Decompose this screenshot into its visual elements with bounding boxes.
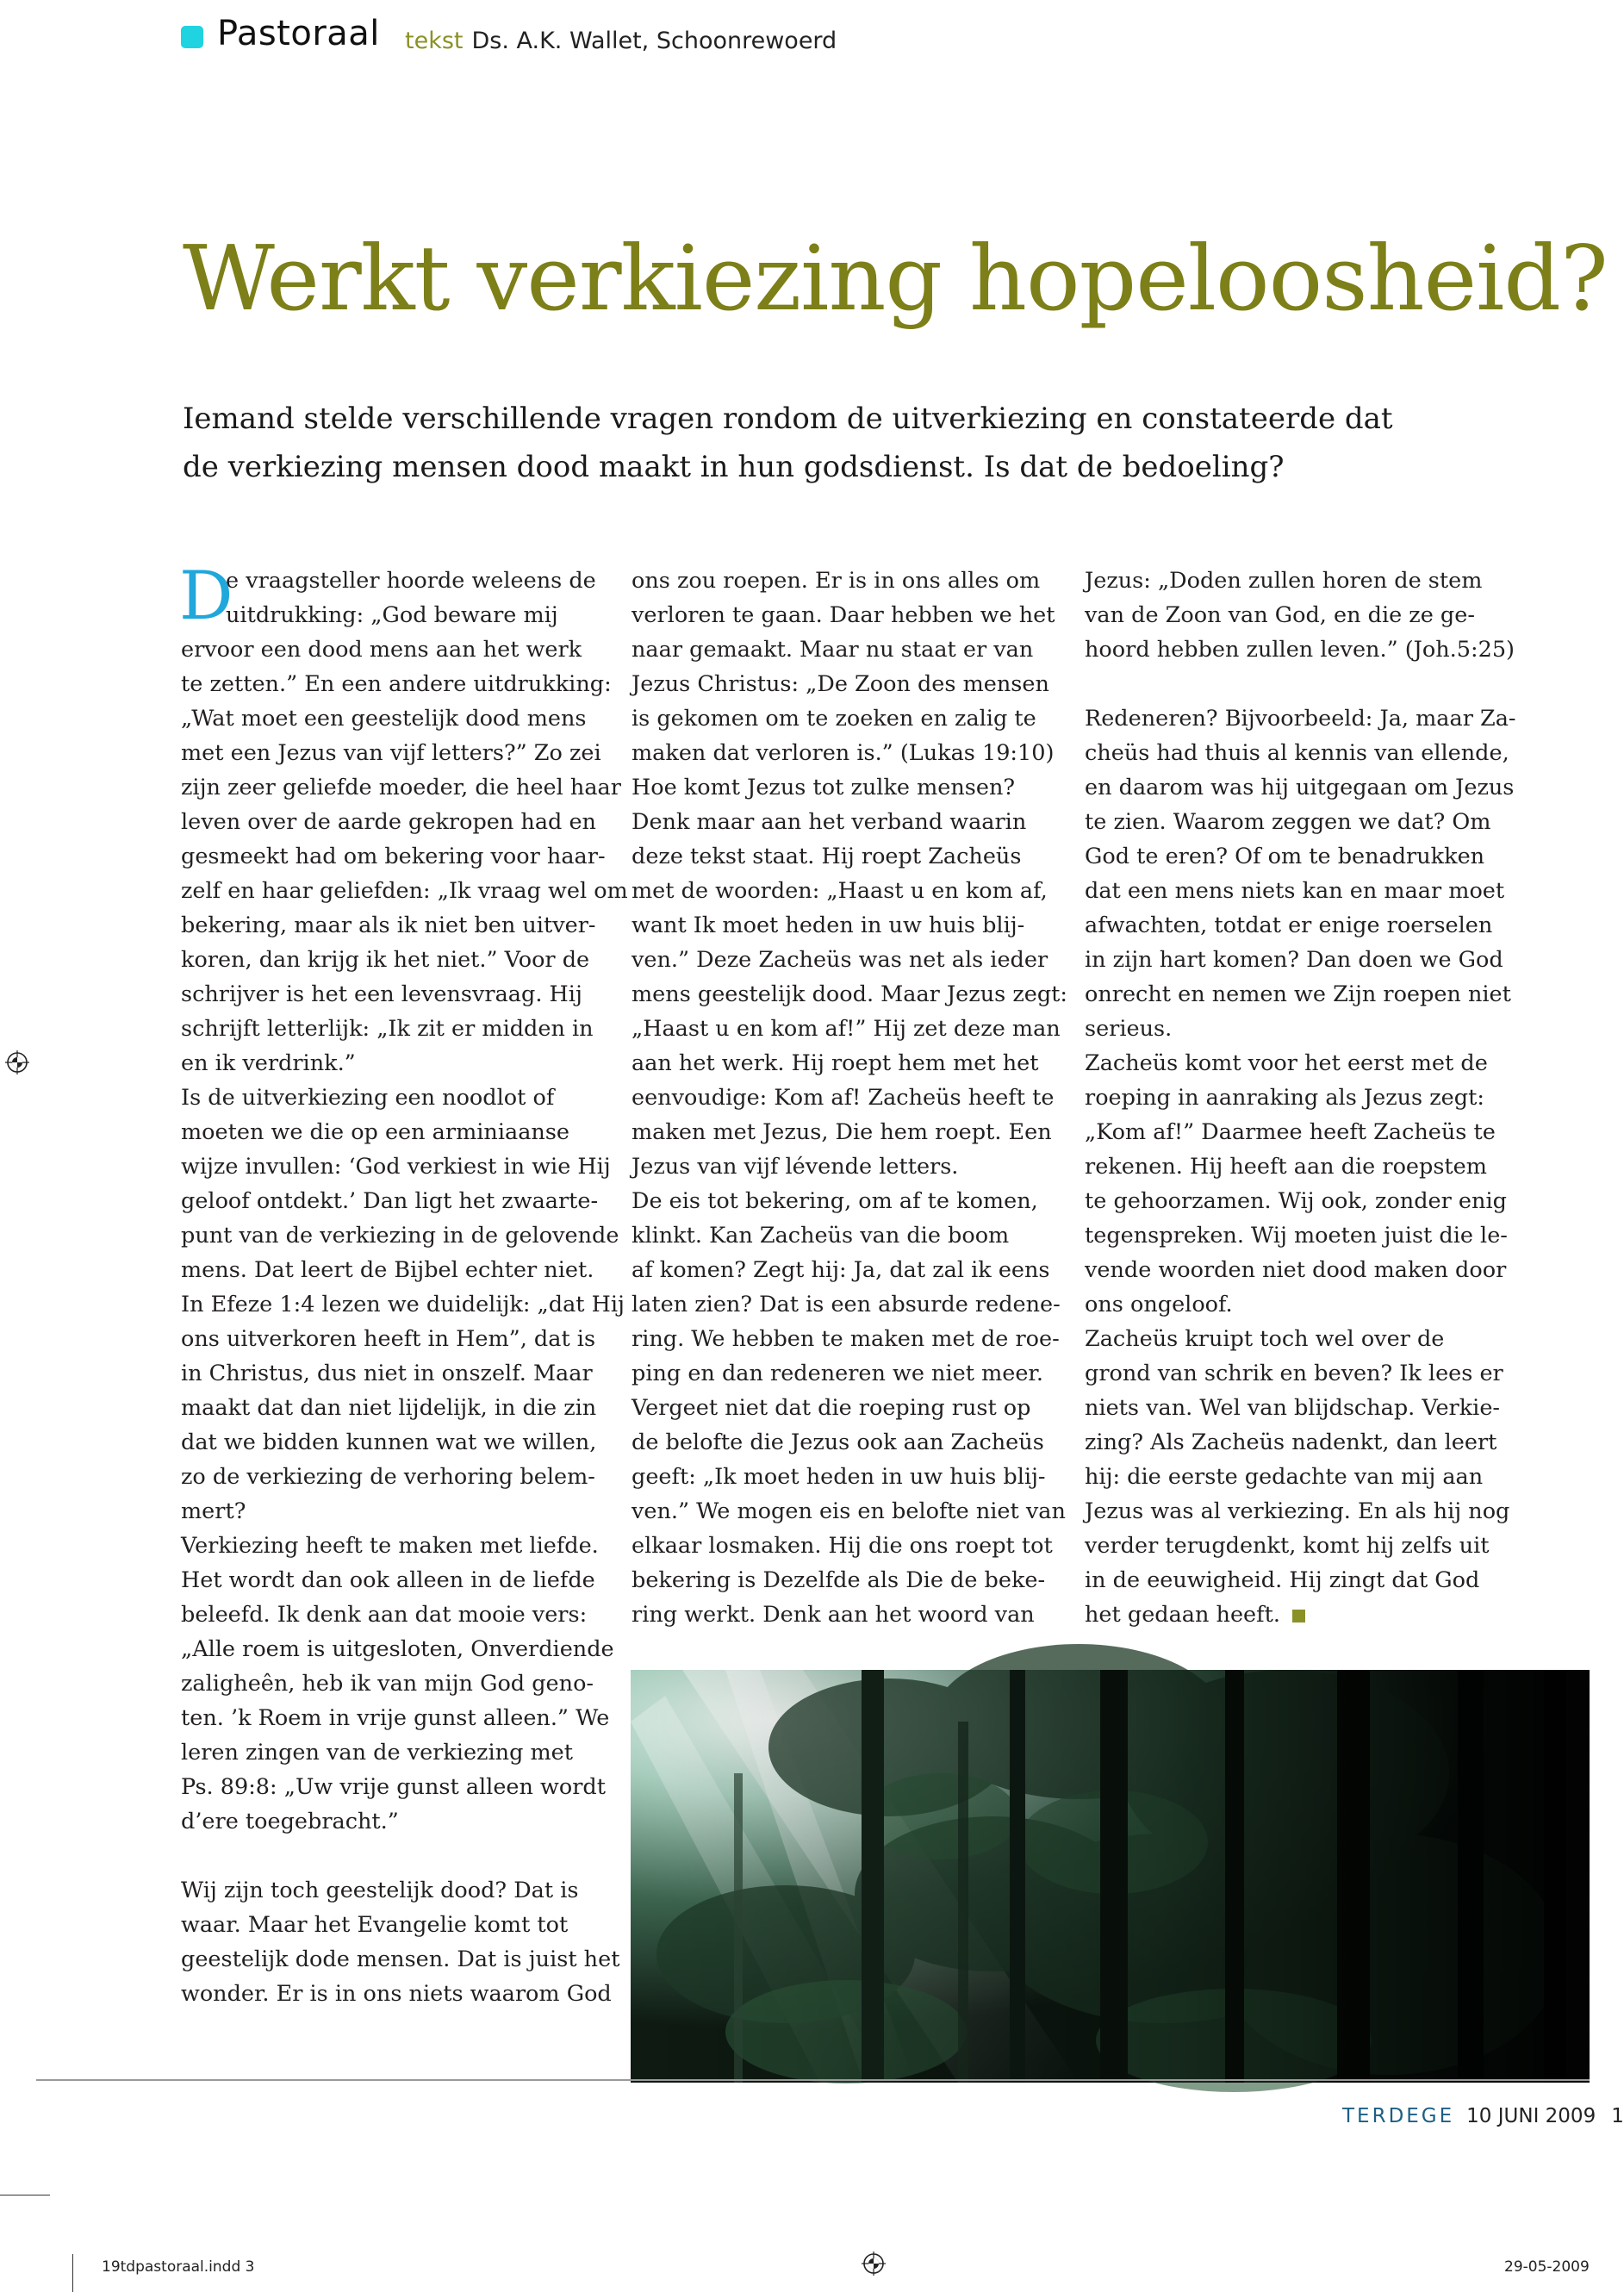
text-line: maken met Jezus, Die hem roept. Een: [632, 1119, 1052, 1145]
text-line: ons ongeloof.: [1085, 1292, 1233, 1317]
text-line: eenvoudige: Kom af! Zacheüs heeft te: [632, 1085, 1055, 1111]
byline: [405, 28, 837, 54]
text-line: schrijver is het een levensvraag. Hij: [181, 981, 582, 1007]
text-line: te zetten.” En een andere uitdrukking:: [181, 671, 612, 697]
text-line: Jezus: „Doden zullen horen de stem: [1085, 568, 1483, 594]
section-name: Pastoraal: [217, 14, 380, 53]
paragraph-gap: [1085, 667, 1507, 701]
text-line: Wij zijn toch geestelijk dood? Dat is: [181, 1878, 579, 1903]
text-line: wonder. Er is in ons niets waarom God: [181, 1981, 612, 2007]
text-line: onrecht en nemen we Zijn roepen niet: [1085, 981, 1511, 1007]
magazine-name: TERDEGE: [1342, 2105, 1455, 2127]
text-line: maken dat verloren is.” (Lukas 19:10): [632, 740, 1055, 766]
text-line: rekenen. Hij heeft aan die roepstem: [1085, 1154, 1487, 1180]
text-line: bekering, maar als ik niet ben uitver-: [181, 912, 596, 938]
text-line: maakt dat dan niet lijdelijk, in die zin: [181, 1395, 597, 1421]
text-line: beleefd. Ik denk aan dat mooie vers:: [181, 1602, 588, 1628]
text-line: in zijn hart komen? Dan doen we God: [1085, 947, 1503, 973]
intro-line: Iemand stelde verschillende vragen rondom de uitverkiezing en constateerde dat: [183, 402, 1393, 436]
text-line: ven.” We mogen eis en belofte niet van: [632, 1498, 1066, 1524]
text-line: en daarom was hij uitgegaan om Jezus: [1085, 775, 1515, 800]
text-line: Jezus van vijf lévende letters.: [632, 1154, 959, 1180]
crop-mark: [72, 2254, 73, 2292]
text-line: de belofte die Jezus ook aan Zacheüs: [632, 1429, 1044, 1455]
text-line: Jezus Christus: „De Zoon des mensen: [632, 671, 1049, 697]
text-line: moeten we die op een arminiaanse: [181, 1119, 569, 1145]
text-line: Is de uitverkiezing een noodlot of: [181, 1085, 555, 1111]
text-line: geloof ontdekt.’ Dan ligt het zwaarte-: [181, 1188, 599, 1214]
text-line: want Ik moet heden in uw huis blij-: [632, 912, 1025, 938]
text-line: af komen? Zegt hij: Ja, dat zal ik eens: [632, 1257, 1050, 1283]
slug-filename: 19tdpastoraal.indd 3: [102, 2258, 255, 2276]
text-line: „Wat moet een geestelijk dood mens: [181, 706, 587, 732]
registration-mark-icon: [862, 2252, 886, 2276]
text-line: naar gemaakt. Maar nu staat er van: [632, 637, 1034, 663]
text-line: gesmeekt had om bekering voor haar-: [181, 844, 606, 869]
text-line: geeft: „Ik moet heden in uw huis blij-: [632, 1464, 1046, 1490]
text-line: ven.” Deze Zacheüs was net als ieder: [632, 947, 1048, 973]
text-line: „Kom af!” Daarmee heeft Zacheüs te: [1085, 1119, 1496, 1145]
article-title: Werkt verkiezing hopeloosheid?: [183, 226, 1608, 331]
text-line: te gehoorzamen. Wij ook, zonder enig: [1085, 1188, 1507, 1214]
page-number: 1: [1611, 2105, 1624, 2127]
text-line: ons uitverkoren heeft in Hem”, dat is: [181, 1326, 596, 1352]
text-line: Hoe komt Jezus tot zulke mensen?: [632, 775, 1016, 800]
text-line: grond van schrik en beven? Ik lees er: [1085, 1361, 1503, 1386]
text-line: punt van de verkiezing in de gelovende: [181, 1223, 619, 1249]
body-column-1: [179, 557, 628, 2011]
text-line: ons zou roepen. Er is in ons alles om: [632, 568, 1041, 594]
slug-date: 29-05-2009: [1504, 2258, 1590, 2276]
text-line: zing? Als Zacheüs nadenkt, dan leert: [1085, 1429, 1497, 1455]
body-column-3: [1085, 564, 1516, 1632]
text-line: niets van. Wel van blijdschap. Verkie-: [1085, 1395, 1501, 1421]
byline-author: Ds. A.K. Wallet, Schoonrewoerd: [471, 28, 837, 54]
text-line: Ps. 89:8: „Uw vrije gunst alleen wordt: [181, 1774, 606, 1800]
text-line: mens. Dat leert de Bijbel echter niet.: [181, 1257, 594, 1283]
text-line: Vergeet niet dat die roeping rust op: [632, 1395, 1031, 1421]
text-line: waar. Maar het Evangelie komt tot: [181, 1912, 569, 1938]
article-intro: [183, 395, 1527, 491]
text-line: geestelijk dode mensen. Dat is juist het: [181, 1946, 620, 1972]
text-line: is gekomen om te zoeken en zalig te: [632, 706, 1036, 732]
text-line: Denk maar aan het verband waarin: [632, 809, 1027, 835]
text-line: Redeneren? Bijvoorbeeld: Ja, maar Za-: [1085, 706, 1516, 732]
text-line: Het wordt dan ook alleen in de liefde: [181, 1567, 595, 1593]
text-line: d’ere toegebracht.”: [181, 1809, 399, 1834]
text-line: dat we bidden kunnen wat we willen,: [181, 1429, 597, 1455]
text-line: cheüs had thuis al kennis van ellende,: [1085, 740, 1509, 766]
text-line: verder terugdenkt, komt hij zelfs uit: [1085, 1533, 1490, 1559]
forest-sunbeam-photo: [631, 1670, 1590, 2083]
text-line: ten. ’k Roem in vrije gunst alleen.” We: [181, 1705, 610, 1731]
text-line: aan het werk. Hij roept hem met het: [632, 1050, 1039, 1076]
end-mark-icon: [1292, 1610, 1305, 1622]
text-line: in de eeuwigheid. Hij zingt dat God: [1085, 1567, 1480, 1593]
text-line: laten zien? Dat is een absurde redene-: [632, 1292, 1061, 1317]
text-line: In Efeze 1:4 lezen we duidelijk: „dat Hij: [181, 1292, 625, 1317]
text-line: koren, dan krijg ik het niet.” Voor de: [181, 947, 590, 973]
text-line: ring werkt. Denk aan het woord van: [632, 1602, 1035, 1628]
registration-mark-icon: [5, 1050, 29, 1074]
text-line: uitdrukking: „God beware mij: [226, 602, 558, 628]
text-line: vende woorden niet dood maken door: [1085, 1257, 1507, 1283]
text-line: zo de verkiezing de verhoring belem-: [181, 1464, 595, 1490]
text-line: dat een mens niets kan en maar moet: [1085, 878, 1505, 904]
text-line: roeping in aanraking als Jezus zegt:: [1085, 1085, 1484, 1111]
text-line: zelf en haar geliefden: „Ik vraag wel om: [181, 878, 628, 904]
text-line: zijn zeer geliefde moeder, die heel haar: [181, 775, 621, 800]
text-line: van de Zoon van God, en die ze ge-: [1085, 602, 1475, 628]
body-column-2: [632, 564, 1068, 1632]
text-line: en ik verdrink.”: [181, 1050, 356, 1076]
section-marker-icon: [181, 26, 203, 48]
text-line: Zacheüs kruipt toch wel over de: [1085, 1326, 1445, 1352]
footer-rule: [36, 2079, 1590, 2081]
paragraph-gap: [181, 1839, 603, 1873]
byline-lead: tekst: [405, 28, 464, 54]
text-line: met de woorden: „Haast u en kom af,: [632, 878, 1048, 904]
text-line: verloren te gaan. Daar hebben we het: [632, 602, 1055, 628]
text-line: „Haast u en kom af!” Hij zet deze man: [632, 1016, 1061, 1042]
text-line: serieus.: [1085, 1016, 1173, 1042]
page-folio: [1342, 2105, 1624, 2127]
text-line: schrijft letterlijk: „Ik zit er midden in: [181, 1016, 594, 1042]
intro-line: de verkiezing mensen dood maakt in hun godsdienst. Is dat de bedoeling?: [183, 450, 1285, 484]
text-line: leren zingen van de verkiezing met: [181, 1740, 574, 1766]
text-line: hoord hebben zullen leven.” (Joh.5:25): [1085, 637, 1515, 663]
text-line: „Alle roem is uitgesloten, Onverdiende: [181, 1636, 614, 1662]
drop-cap: D: [179, 557, 233, 635]
text-line: zaligheên, heb ik van mijn God geno-: [181, 1671, 594, 1697]
text-line: elkaar losmaken. Hij die ons roept tot: [632, 1533, 1053, 1559]
text-line: afwachten, totdat er enige roerselen: [1085, 912, 1493, 938]
text-line: ping en dan redeneren we niet meer.: [632, 1361, 1043, 1386]
text-line: Jezus was al verkiezing. En als hij nog: [1085, 1498, 1510, 1524]
text-line: in Christus, dus niet in onszelf. Maar: [181, 1361, 593, 1386]
text-line: Zacheüs komt voor het eerst met de: [1085, 1050, 1488, 1076]
issue-date: 10 JUNI 2009: [1466, 2105, 1596, 2127]
text-line: mert?: [181, 1498, 246, 1524]
text-line: te zien. Waarom zeggen we dat? Om: [1085, 809, 1491, 835]
text-line: e vraagsteller hoorde weleens de: [226, 568, 596, 594]
text-line: met een Jezus van vijf letters?” Zo zei: [181, 740, 601, 766]
text-line: Verkiezing heeft te maken met liefde.: [181, 1533, 599, 1559]
text-line: wijze invullen: ‘God verkiest in wie Hij: [181, 1154, 611, 1180]
text-line: De eis tot bekering, om af te komen,: [632, 1188, 1038, 1214]
text-line: God te eren? Of om te benadrukken: [1085, 844, 1485, 869]
text-line: deze tekst staat. Hij roept Zacheüs: [632, 844, 1022, 869]
text-line: bekering is Dezelfde als Die de beke-: [632, 1567, 1046, 1593]
text-line: hij: die eerste gedachte van mij aan: [1085, 1464, 1484, 1490]
text-line: mens geestelijk dood. Maar Jezus zegt:: [632, 981, 1068, 1007]
text-line: ervoor een dood mens aan het werk: [181, 637, 582, 663]
text-line: tegenspreken. Wij moeten juist die le-: [1085, 1223, 1508, 1249]
text-line: leven over de aarde gekropen had en: [181, 809, 596, 835]
text-line: het gedaan heeft.: [1085, 1598, 1507, 1632]
text-line: klinkt. Kan Zacheüs van die boom: [632, 1223, 1010, 1249]
text-line: ring. We hebben te maken met de roe-: [632, 1326, 1060, 1352]
